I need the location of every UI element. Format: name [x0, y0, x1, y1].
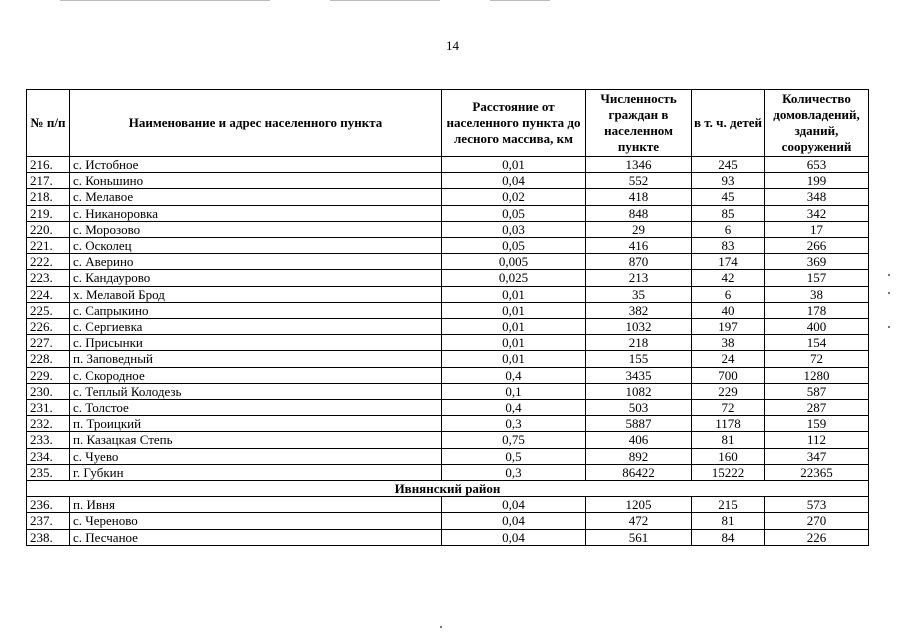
- cell-children: 85: [692, 205, 765, 221]
- cell-population: 1346: [586, 157, 692, 173]
- cell-households: 154: [765, 335, 869, 351]
- cell-children: 160: [692, 448, 765, 464]
- cell-num: 228.: [27, 351, 70, 367]
- cell-households: 199: [765, 173, 869, 189]
- cell-population: 3435: [586, 367, 692, 383]
- cell-households: 226: [765, 529, 869, 545]
- cell-households: 17: [765, 221, 869, 237]
- cell-num: 220.: [27, 221, 70, 237]
- scan-edge-mark: [60, 0, 270, 1]
- cell-name: с. Сергиевка: [70, 319, 442, 335]
- cell-households: 178: [765, 302, 869, 318]
- cell-children: 24: [692, 351, 765, 367]
- cell-num: 224.: [27, 286, 70, 302]
- cell-children: 84: [692, 529, 765, 545]
- cell-name: с. Чуево: [70, 448, 442, 464]
- cell-name: п. Казацкая Степь: [70, 432, 442, 448]
- cell-population: 218: [586, 335, 692, 351]
- table-row: [27, 335, 869, 351]
- cell-population: 29: [586, 221, 692, 237]
- cell-households: 72: [765, 351, 869, 367]
- table-body-section: [27, 481, 869, 497]
- cell-distance: 0,4: [442, 400, 586, 416]
- cell-distance: 0,01: [442, 335, 586, 351]
- cell-population: 1032: [586, 319, 692, 335]
- cell-children: 42: [692, 270, 765, 286]
- cell-children: 215: [692, 497, 765, 513]
- cell-population: 1205: [586, 497, 692, 513]
- cell-num: 226.: [27, 319, 70, 335]
- table-row: [27, 351, 869, 367]
- table-header-row: [27, 90, 869, 157]
- cell-households: 348: [765, 189, 869, 205]
- cell-households: 22365: [765, 464, 869, 480]
- table-row: [27, 513, 869, 529]
- cell-households: 270: [765, 513, 869, 529]
- cell-distance: 0,1: [442, 383, 586, 399]
- header-children: в т. ч. детей: [692, 90, 765, 157]
- cell-children: 245: [692, 157, 765, 173]
- table-row: [27, 464, 869, 480]
- cell-num: 227.: [27, 335, 70, 351]
- cell-population: 213: [586, 270, 692, 286]
- cell-num: 218.: [27, 189, 70, 205]
- cell-children: 81: [692, 432, 765, 448]
- table-row: [27, 205, 869, 221]
- cell-distance: 0,005: [442, 254, 586, 270]
- settlements-table: [26, 89, 869, 546]
- cell-children: 6: [692, 286, 765, 302]
- cell-distance: 0,3: [442, 464, 586, 480]
- cell-households: 347: [765, 448, 869, 464]
- cell-num: 238.: [27, 529, 70, 545]
- cell-children: 38: [692, 335, 765, 351]
- cell-distance: 0,025: [442, 270, 586, 286]
- header-name: Наименование и адрес населенного пункта: [70, 90, 442, 157]
- cell-children: 93: [692, 173, 765, 189]
- cell-num: 234.: [27, 448, 70, 464]
- table-row: [27, 270, 869, 286]
- cell-population: 848: [586, 205, 692, 221]
- cell-distance: 0,05: [442, 238, 586, 254]
- cell-population: 382: [586, 302, 692, 318]
- cell-num: 221.: [27, 238, 70, 254]
- cell-population: 35: [586, 286, 692, 302]
- cell-population: 5887: [586, 416, 692, 432]
- table-row: [27, 302, 869, 318]
- cell-children: 81: [692, 513, 765, 529]
- cell-distance: 0,3: [442, 416, 586, 432]
- cell-children: 40: [692, 302, 765, 318]
- cell-name: с. Толстое: [70, 400, 442, 416]
- cell-distance: 0,01: [442, 351, 586, 367]
- cell-distance: 0,04: [442, 497, 586, 513]
- cell-distance: 0,01: [442, 319, 586, 335]
- cell-population: 892: [586, 448, 692, 464]
- cell-population: 155: [586, 351, 692, 367]
- table-row: [27, 448, 869, 464]
- cell-name: с. Песчаное: [70, 529, 442, 545]
- cell-households: 287: [765, 400, 869, 416]
- cell-distance: 0,5: [442, 448, 586, 464]
- cell-households: 157: [765, 270, 869, 286]
- cell-distance: 0,75: [442, 432, 586, 448]
- table-row: [27, 157, 869, 173]
- cell-distance: 0,03: [442, 221, 586, 237]
- cell-num: 219.: [27, 205, 70, 221]
- cell-name: с. Морозово: [70, 221, 442, 237]
- cell-distance: 0,04: [442, 529, 586, 545]
- cell-population: 552: [586, 173, 692, 189]
- table-row: [27, 189, 869, 205]
- table-row: [27, 254, 869, 270]
- cell-population: 86422: [586, 464, 692, 480]
- cell-name: с. Присынки: [70, 335, 442, 351]
- cell-distance: 0,01: [442, 302, 586, 318]
- page-number: 14: [446, 38, 459, 53]
- cell-num: 217.: [27, 173, 70, 189]
- cell-distance: 0,4: [442, 367, 586, 383]
- cell-num: 222.: [27, 254, 70, 270]
- cell-name: п. Ивня: [70, 497, 442, 513]
- scan-speck: [888, 274, 890, 276]
- cell-num: 229.: [27, 367, 70, 383]
- cell-name: с. Аверино: [70, 254, 442, 270]
- table-row: [27, 383, 869, 399]
- cell-children: 83: [692, 238, 765, 254]
- table-row: [27, 238, 869, 254]
- scan-edge-mark: [330, 0, 440, 1]
- table-row: [27, 221, 869, 237]
- cell-num: 231.: [27, 400, 70, 416]
- cell-distance: 0,01: [442, 157, 586, 173]
- cell-population: 418: [586, 189, 692, 205]
- cell-households: 400: [765, 319, 869, 335]
- cell-name: п. Заповедный: [70, 351, 442, 367]
- cell-name: с. Кандаурово: [70, 270, 442, 286]
- cell-children: 229: [692, 383, 765, 399]
- cell-population: 416: [586, 238, 692, 254]
- cell-num: 225.: [27, 302, 70, 318]
- cell-name: с. Никаноровка: [70, 205, 442, 221]
- table-row: [27, 286, 869, 302]
- cell-population: 472: [586, 513, 692, 529]
- cell-children: 197: [692, 319, 765, 335]
- header-distance: Расстояние от населенного пункта до лесного массива, км: [442, 90, 586, 157]
- cell-distance: 0,04: [442, 513, 586, 529]
- cell-name: г. Губкин: [70, 464, 442, 480]
- scan-speck: [888, 326, 890, 328]
- cell-households: 587: [765, 383, 869, 399]
- table-row: [27, 497, 869, 513]
- cell-population: 1082: [586, 383, 692, 399]
- scan-speck: [888, 292, 890, 294]
- cell-children: 174: [692, 254, 765, 270]
- cell-households: 342: [765, 205, 869, 221]
- cell-num: 216.: [27, 157, 70, 173]
- cell-name: с. Истобное: [70, 157, 442, 173]
- table-body-group-a: [27, 157, 869, 481]
- cell-name: п. Троицкий: [70, 416, 442, 432]
- cell-households: 369: [765, 254, 869, 270]
- scan-speck: [440, 626, 442, 628]
- cell-children: 6: [692, 221, 765, 237]
- cell-name: х. Мелавой Брод: [70, 286, 442, 302]
- cell-distance: 0,01: [442, 286, 586, 302]
- cell-num: 237.: [27, 513, 70, 529]
- cell-households: 573: [765, 497, 869, 513]
- cell-children: 45: [692, 189, 765, 205]
- cell-population: 503: [586, 400, 692, 416]
- cell-distance: 0,04: [442, 173, 586, 189]
- header-num: № п/п: [27, 90, 70, 157]
- table-row: [27, 173, 869, 189]
- cell-name: с. Скородное: [70, 367, 442, 383]
- cell-distance: 0,02: [442, 189, 586, 205]
- table-row: [27, 400, 869, 416]
- cell-name: с. Мелавое: [70, 189, 442, 205]
- cell-name: с. Коньшино: [70, 173, 442, 189]
- table-row: [27, 367, 869, 383]
- cell-households: 653: [765, 157, 869, 173]
- cell-name: с. Осколец: [70, 238, 442, 254]
- cell-children: 15222: [692, 464, 765, 480]
- table-row: [27, 529, 869, 545]
- cell-children: 72: [692, 400, 765, 416]
- table-row: [27, 319, 869, 335]
- cell-num: 230.: [27, 383, 70, 399]
- table-row: [27, 432, 869, 448]
- header-households: Количество домовладений, зданий, сооружений: [765, 90, 869, 157]
- cell-name: с. Теплый Колодезь: [70, 383, 442, 399]
- section-row: [27, 481, 869, 497]
- cell-num: 236.: [27, 497, 70, 513]
- cell-households: 266: [765, 238, 869, 254]
- cell-population: 870: [586, 254, 692, 270]
- header-population: Численность граждан в населенном пункте: [586, 90, 692, 157]
- cell-num: 232.: [27, 416, 70, 432]
- cell-name: с. Сапрыкино: [70, 302, 442, 318]
- cell-num: 223.: [27, 270, 70, 286]
- scan-edge-mark: [490, 0, 550, 1]
- cell-children: 700: [692, 367, 765, 383]
- cell-num: 235.: [27, 464, 70, 480]
- cell-children: 1178: [692, 416, 765, 432]
- cell-households: 159: [765, 416, 869, 432]
- section-title: Ивнянский район: [27, 481, 869, 497]
- cell-population: 406: [586, 432, 692, 448]
- cell-households: 38: [765, 286, 869, 302]
- cell-households: 112: [765, 432, 869, 448]
- cell-num: 233.: [27, 432, 70, 448]
- table-row: [27, 416, 869, 432]
- cell-population: 561: [586, 529, 692, 545]
- cell-households: 1280: [765, 367, 869, 383]
- table-body-group-b: [27, 497, 869, 546]
- cell-name: с. Череново: [70, 513, 442, 529]
- cell-distance: 0,05: [442, 205, 586, 221]
